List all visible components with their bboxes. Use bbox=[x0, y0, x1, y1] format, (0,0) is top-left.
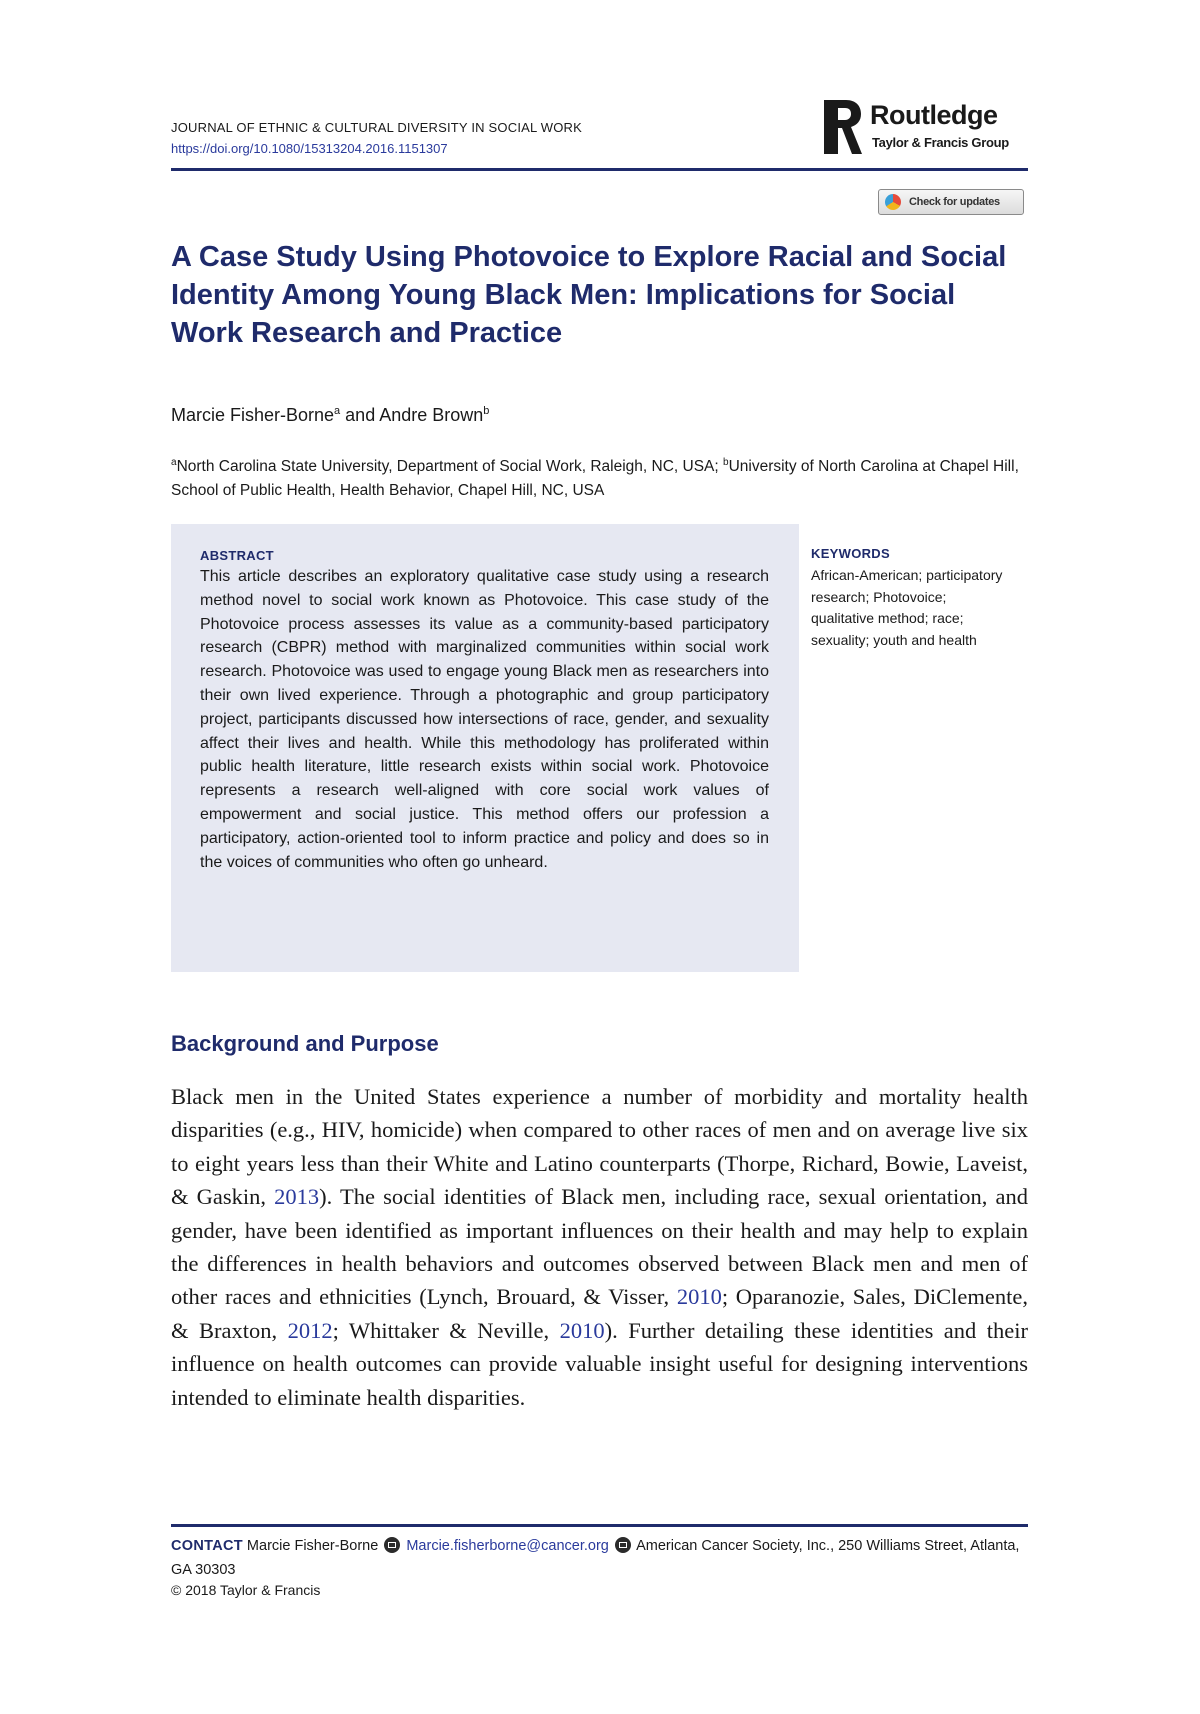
affil-b-marker: b bbox=[723, 457, 729, 468]
contact-info bbox=[171, 1534, 1028, 1582]
crossmark-icon bbox=[885, 194, 901, 210]
keywords-heading: KEYWORDS bbox=[811, 546, 890, 561]
affiliations bbox=[171, 451, 1031, 503]
citation-link-2010a[interactable]: 2010 bbox=[676, 1284, 722, 1310]
citation-link-2013[interactable]: 2013 bbox=[274, 1184, 320, 1210]
affil-a-marker: a bbox=[171, 457, 177, 468]
publisher-group: Taylor & Francis Group bbox=[872, 135, 1009, 150]
body-text-5: ). Further detailing these identities and their influence on health outcomes can provide valuable insight useful for designing interventions intended to eliminate health disparities. bbox=[171, 1317, 1028, 1410]
body-text-1: Black men in the United States experience a number of morbidity and mortality health disparities (e.g., HIV, homicide) when compared to other races of men and on average live six to eight years less than their White and Latino counterparts (Thorpe, Richard, Bowie, Laveist, & Gaskin, bbox=[171, 1084, 1028, 1210]
abstract-text: This article describes an exploratory qualitative case study using a research method novel to social work known as Photovoice. This case study of the Photovoice process assesses its value as a community-based participatory research (CBPR) method with marginalized communities within social work research. Photovoice was used to engage young Black men as researchers into their own lived experience. Through a photographic and group participatory project, participants discussed how intersections of race, gender, and sexuality affect their lives and health. While this methodology has proliferated within public health literature, little research exists within social work. Photovoice represents a research well-aligned with core social work values of empowerment and social justice. This method offers our profession a participatory, action-oriented tool to inform practice and policy and does so in the voices of communities who often go unheard. bbox=[200, 568, 769, 871]
authors bbox=[171, 405, 489, 426]
citation-link-2012[interactable]: 2012 bbox=[287, 1317, 333, 1343]
keywords-text: African-American; participatory research; Photovoice; qualitative method; race; sexuality; youth and health bbox=[811, 567, 1003, 648]
author-1-affil-marker: a bbox=[334, 405, 341, 417]
footer-rule bbox=[171, 1524, 1028, 1527]
header-rule bbox=[171, 168, 1028, 171]
abstract-heading: ABSTRACT bbox=[200, 548, 274, 563]
publisher-logo bbox=[824, 98, 1024, 160]
keywords bbox=[811, 546, 1011, 651]
body-paragraph bbox=[171, 1080, 1028, 1414]
doi-link[interactable]: https://doi.org/10.1080/15313204.2016.1151307 bbox=[171, 141, 448, 156]
contact-email-link[interactable]: Marcie.fisherborne@cancer.org bbox=[406, 1538, 609, 1554]
affil-b: University of North Carolina at Chapel Hill, School of Public Health, Health Behavior, Chapel Hill, NC, USA bbox=[171, 458, 1019, 500]
body-text-2: ). The social identities of Black men, including race, sexual orientation, and gender, have been identified as important influences on their health and may help to explain the differences in health behaviors and outcomes observed between Black men and men of other races and ethnicities (Lynch, Brouard, & Visser, bbox=[171, 1184, 1028, 1310]
author-2-affil-marker: b bbox=[483, 405, 490, 417]
contact-address: American Cancer Society, Inc., 250 Williams Street, Atlanta, GA 30303 bbox=[171, 1538, 1020, 1578]
section-heading: Background and Purpose bbox=[171, 1031, 439, 1056]
contact-label: CONTACT bbox=[171, 1538, 243, 1554]
article-title: A Case Study Using Photovoice to Explore Racial and Social Identity Among Young Black Men: Implications for Social Work Research and Practice bbox=[171, 241, 1007, 349]
author-2[interactable]: Andre Brown bbox=[379, 405, 484, 425]
author-1[interactable]: Marcie Fisher-Borne bbox=[171, 405, 335, 425]
check-updates-label: Check for updates bbox=[909, 196, 1000, 208]
check-updates-button[interactable] bbox=[878, 189, 1024, 215]
contact-name: Marcie Fisher-Borne bbox=[242, 1538, 383, 1554]
authors-conjunction: and bbox=[340, 405, 380, 425]
body-text-3: ; Oparanozie, Sales, DiClemente, & Braxton, bbox=[171, 1284, 1028, 1343]
affil-a: North Carolina State University, Department of Social Work, Raleigh, NC, USA; bbox=[176, 458, 723, 476]
copyright: © 2018 Taylor & Francis bbox=[171, 1582, 321, 1598]
email-icon bbox=[384, 1537, 400, 1553]
body-text-4: ; Whittaker & Neville, bbox=[332, 1317, 560, 1343]
abstract-box bbox=[171, 524, 799, 972]
routledge-r-icon bbox=[824, 98, 864, 156]
publisher-name: Routledge bbox=[870, 100, 998, 130]
citation-link-2010b[interactable]: 2010 bbox=[559, 1317, 605, 1343]
journal-name: JOURNAL OF ETHNIC & CULTURAL DIVERSITY IN SOCIAL WORK bbox=[171, 120, 583, 135]
address-icon bbox=[615, 1537, 631, 1553]
